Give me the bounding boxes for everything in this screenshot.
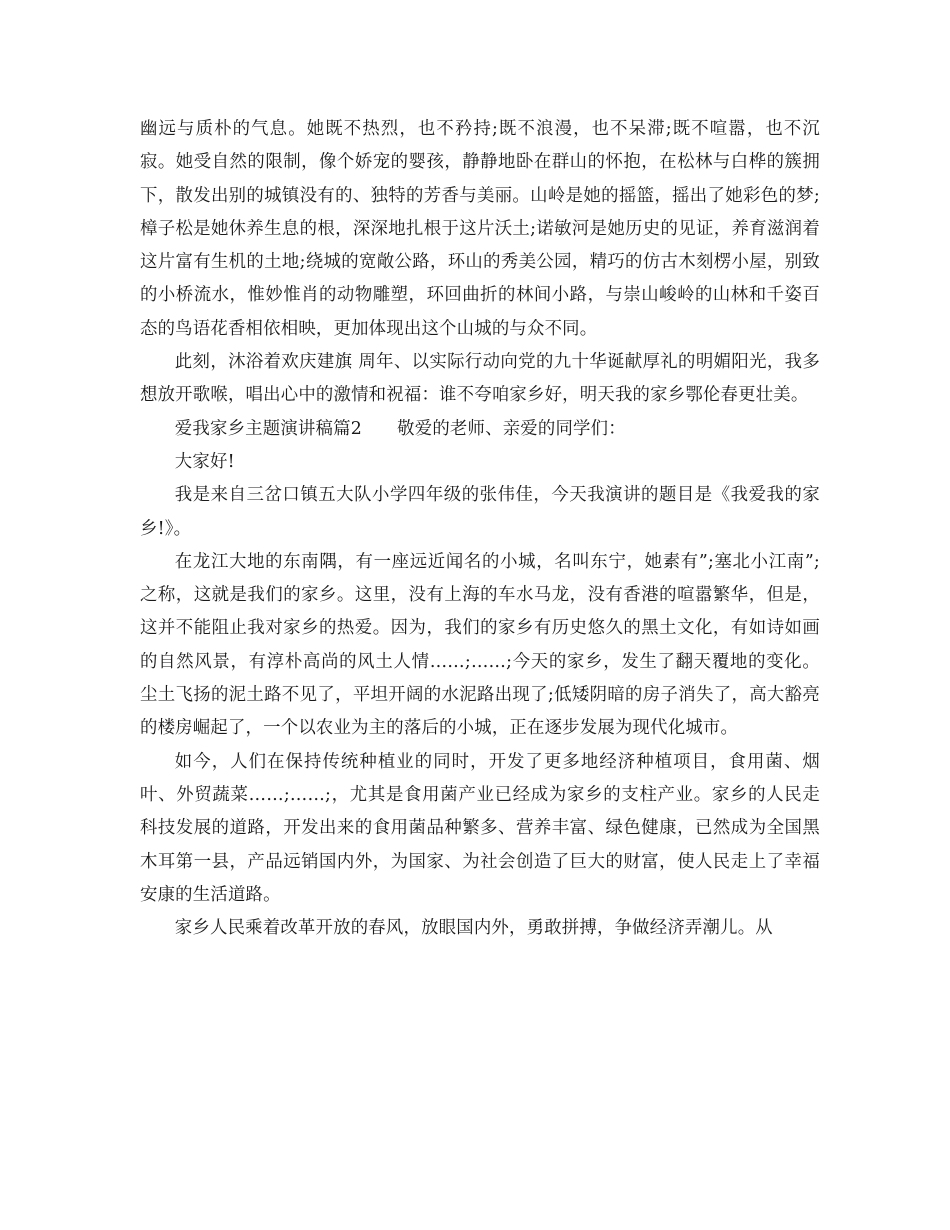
paragraph: 幽远与质朴的气息。她既不热烈，也不矜持;既不浪漫，也不呆滞;既不喧嚣，也不沉寂。她受自然的限制，像个娇宠的婴孩，静静地卧在群山的怀抱，在松林与白桦的簇拥下，散发出别的城镇没有的、独特的芳香与美丽。山岭是她的摇篮，摇出了她彩色的梦;樟子松是她休养生息的根，深深地扎根于这片沃土;诺敏河是她历史的见证，养育滋润着这片富有生机的土地;绕城的宽敞公路，环山的秀美公园，精巧的仿古木刻楞小屋，别致的小桥流水，惟妙惟肖的动物雕塑，环回曲折的林间小路，与崇山峻岭的山林和千姿百态的鸟语花香相依相映，更加体现出这个山城的与众不同。 xyxy=(140,119,820,339)
greeting-paragraph: 大家好! xyxy=(174,451,235,472)
paragraph: 我是来自三岔口镇五大队小学四年级的张伟佳，今天我演讲的题目是《我爱我的家乡!》。 xyxy=(140,485,820,539)
section-heading-paragraph: 爱我家乡主题演讲稿篇2 敬爱的老师、亲爱的同学们： xyxy=(174,418,626,439)
paragraph: 在龙江大地的东南隅，有一座远近闻名的小城，名叫东宁，她素有”;塞北小江南”;之称，这就是我们的家乡。这里，没有上海的车水马龙，没有香港的喧嚣繁华，但是，这并不能阻止我对家乡的热爱。因为，我们的家乡有历史悠久的黑土文化，有如诗如画的自然风景，有淳朴高尚的风土人情……;……;今天的家乡，发生了翻天覆地的变化。尘土飞扬的泥土路不见了，平坦开阔的水泥路出现了;低矮阴暗的房子消失了，高大豁亮的楼房崛起了，一个以农业为主的落后的小城，正在逐步发展为现代化城市。 xyxy=(140,551,820,739)
paragraph: 此刻，沐浴着欢庆建旗 周年、以实际行动向党的九十华诞献厚礼的明媚阳光，我多想放开歌喉，唱出心中的激情和祝福：谁不夸咱家乡好，明天我的家乡鄂伦春更壮美。 xyxy=(140,352,820,406)
paragraph: 如今，人们在保持传统种植业的同时，开发了更多地经济种植项目，食用菌、烟叶、外贸蔬菜……;……;，尤其是食用菌产业已经成为家乡的支柱产业。家乡的人民走科技发展的道路，开发出来的食用菌品种繁多、营养丰富、绿色健康，已然成为全国黑木耳第一县，产品远销国内外，为国家、为社会创造了巨大的财富，使人民走上了幸福安康的生活道路。 xyxy=(140,751,820,905)
document-body xyxy=(140,113,820,945)
paragraph: 家乡人民乘着改革开放的春风，放眼国内外，勇敢拼搏，争做经济弄潮儿。从 xyxy=(174,918,773,939)
